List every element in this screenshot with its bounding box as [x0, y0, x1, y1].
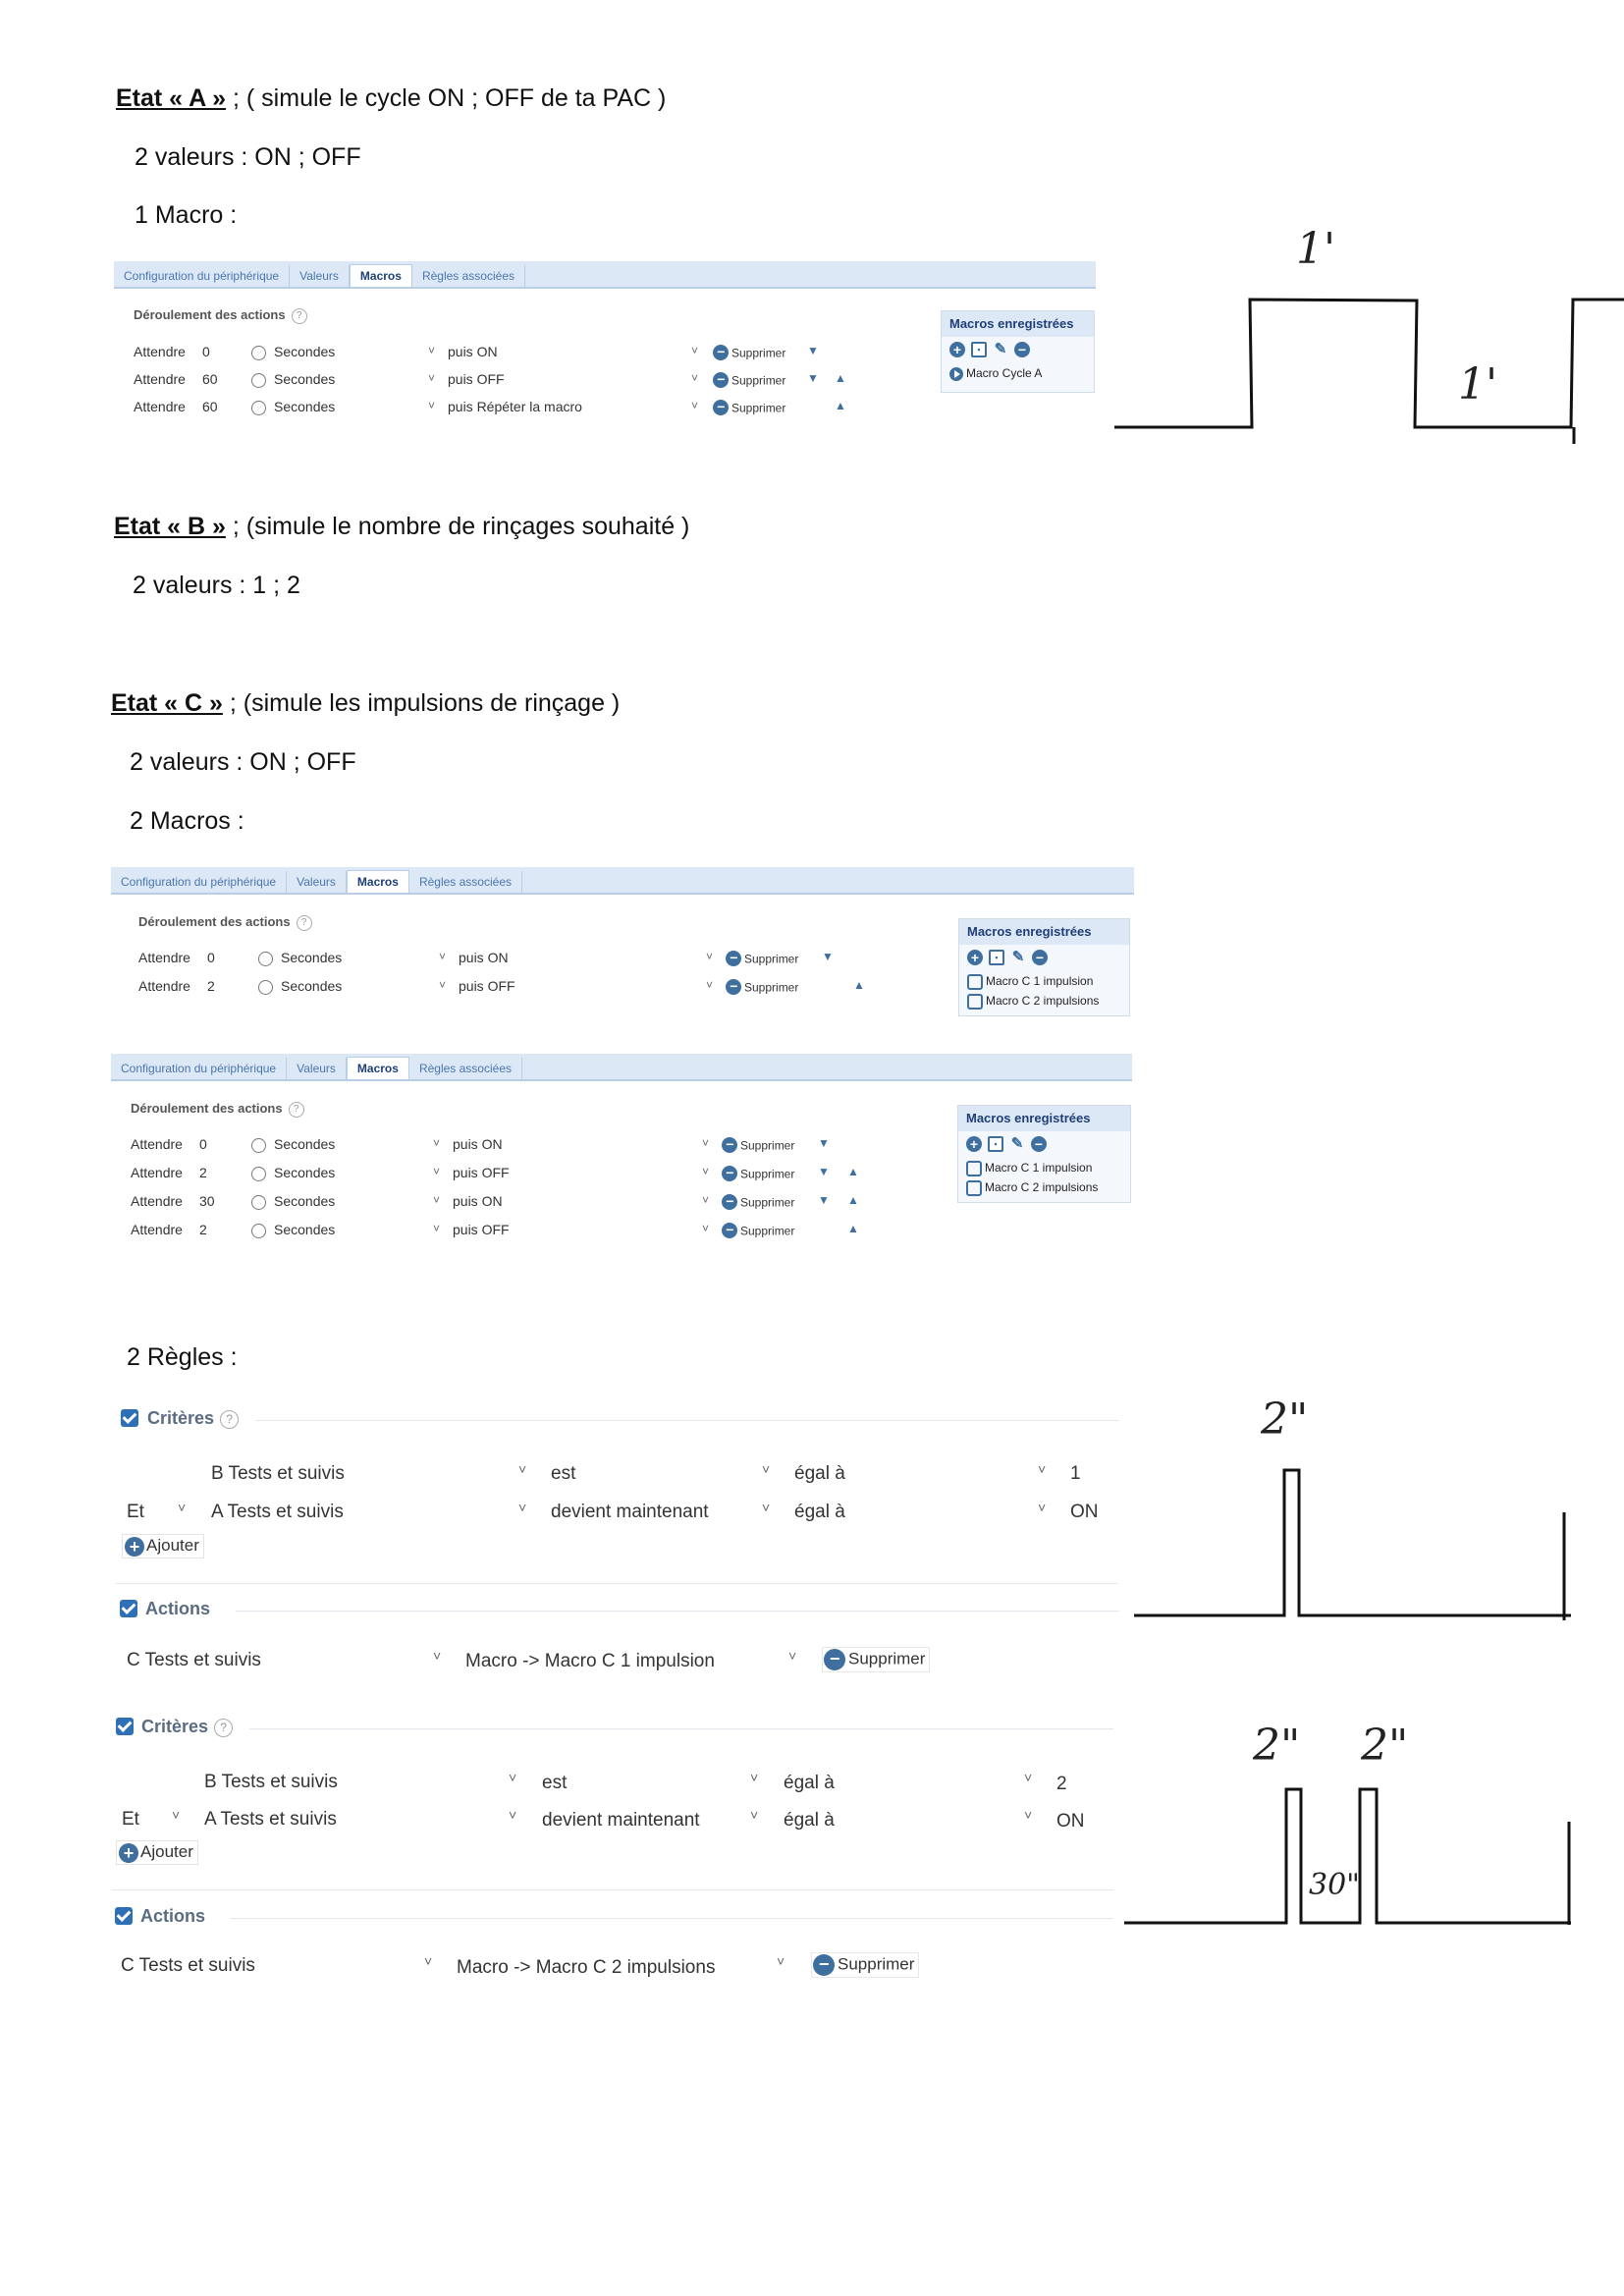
unit-radio[interactable] — [258, 978, 342, 995]
sketch-2-gap-duration: 30" — [1309, 1868, 1360, 1902]
saved-macro-item[interactable] — [959, 972, 1129, 992]
minus-icon: − — [726, 951, 741, 966]
criterion-comparison[interactable]: égal à — [784, 1810, 835, 1831]
minus-icon: − — [722, 1223, 737, 1238]
then-value[interactable]: puis ON — [459, 950, 509, 965]
unit-radio[interactable] — [251, 344, 335, 360]
unit-radio[interactable] — [251, 1165, 335, 1181]
help-icon[interactable]: ? — [292, 308, 307, 324]
unit-label: Secondes — [281, 950, 343, 965]
delete-label: Supprimer — [848, 1649, 926, 1668]
unit-label: Secondes — [281, 978, 343, 994]
add-icon[interactable]: + — [967, 950, 983, 965]
state-a-macro-count: 1 Macro : — [135, 201, 238, 229]
wait-label: Attendre — [134, 371, 186, 387]
pulse-sketch-1 — [1129, 1453, 1581, 1630]
wait-value[interactable]: 60 — [202, 399, 218, 414]
criterion-device[interactable]: B Tests et suivis — [204, 1772, 338, 1792]
radio-icon — [251, 1224, 266, 1238]
delete-button[interactable] — [726, 950, 798, 966]
minus-icon: − — [713, 345, 729, 360]
chevron-down-icon[interactable]: ˅ — [518, 1500, 527, 1515]
actions-flow-label: Déroulement des actions — [134, 307, 286, 322]
move-up-icon[interactable]: ▲ — [847, 1222, 859, 1235]
wait-label: Attendre — [131, 1193, 183, 1209]
macro-icon — [966, 1161, 982, 1176]
criterion-value[interactable]: ON — [1056, 1811, 1085, 1831]
delete-button[interactable] — [722, 1193, 794, 1210]
double-pulse-waveform — [1124, 1789, 1571, 1923]
actions-flow-heading — [138, 914, 312, 931]
state-a-label: Etat « A » — [116, 84, 227, 112]
saved-macros-toolbar — [958, 1131, 1130, 1159]
wait-value[interactable]: 0 — [202, 344, 210, 359]
add-icon[interactable]: + — [949, 342, 965, 357]
sketch-a-on-duration: 1' — [1296, 224, 1336, 274]
plus-icon: + — [125, 1537, 144, 1557]
saved-macro-label: Macro Cycle A — [966, 366, 1043, 380]
radio-icon — [251, 1167, 266, 1181]
criterion-operator[interactable]: est — [551, 1463, 576, 1484]
chevron-down-icon[interactable]: ˅ — [750, 1770, 759, 1785]
tab-device-config[interactable]: Configuration du périphérique — [114, 265, 290, 287]
chevron-down-icon[interactable]: ˅ — [706, 950, 714, 963]
criterion-operator[interactable]: devient maintenant — [542, 1810, 700, 1831]
criterion-device[interactable]: A Tests et suivis — [204, 1809, 337, 1830]
actions-heading: Actions — [140, 1906, 206, 1926]
saved-macro-label: Macro C 2 impulsions — [986, 994, 1100, 1009]
move-up-icon[interactable]: ▲ — [835, 399, 846, 412]
minus-icon: − — [722, 1194, 737, 1210]
saved-macros-panel — [958, 918, 1130, 1016]
help-icon[interactable]: ? — [297, 915, 312, 931]
saved-macro-item[interactable] — [958, 1159, 1130, 1178]
delete-label: Supprimer — [740, 1195, 795, 1210]
delete-action-button[interactable] — [811, 1952, 919, 1978]
chevron-down-icon[interactable]: ˅ — [428, 344, 436, 357]
chevron-down-icon[interactable]: ˅ — [777, 1953, 785, 1969]
wait-label: Attendre — [134, 399, 186, 414]
then-value[interactable]: puis ON — [453, 1136, 503, 1152]
chevron-down-icon[interactable]: ˅ — [691, 371, 699, 385]
tab-values[interactable]: Valeurs — [290, 265, 350, 287]
move-down-icon[interactable]: ▼ — [822, 950, 834, 963]
unit-radio[interactable] — [251, 1193, 335, 1210]
panel-tabs — [111, 867, 1134, 895]
delete-label: Supprimer — [740, 1138, 795, 1153]
state-c-values: 2 valeurs : ON ; OFF — [130, 748, 356, 776]
minus-icon: − — [824, 1649, 845, 1670]
state-c-macro-count: 2 Macros : — [130, 807, 244, 835]
chevron-down-icon[interactable]: ˅ — [509, 1770, 517, 1785]
divider — [249, 1728, 1113, 1729]
chevron-down-icon[interactable]: ˅ — [702, 1136, 710, 1150]
move-down-icon[interactable]: ▼ — [818, 1136, 830, 1150]
chevron-down-icon[interactable]: ˅ — [433, 1165, 441, 1178]
saved-macros-toolbar — [942, 337, 1094, 364]
state-a-values: 2 valeurs : ON ; OFF — [135, 143, 361, 171]
move-up-icon[interactable]: ▲ — [835, 371, 846, 385]
chevron-down-icon[interactable]: ˅ — [702, 1222, 710, 1235]
actions-checkbox[interactable] — [115, 1907, 133, 1925]
chevron-down-icon[interactable]: ˅ — [1024, 1770, 1033, 1785]
criterion-device[interactable]: B Tests et suivis — [211, 1463, 345, 1484]
move-down-icon[interactable]: ▼ — [818, 1193, 830, 1207]
saved-macros-panel — [957, 1105, 1131, 1203]
radio-icon — [251, 1138, 266, 1153]
move-up-icon[interactable]: ▲ — [853, 978, 865, 992]
criteria-heading — [141, 1717, 233, 1737]
chevron-down-icon[interactable]: ˅ — [788, 1648, 797, 1664]
criteria-checkbox[interactable] — [121, 1409, 138, 1427]
macro-icon — [967, 974, 983, 990]
then-value[interactable]: puis ON — [453, 1193, 503, 1209]
divider — [236, 1611, 1119, 1612]
then-value[interactable]: puis OFF — [453, 1165, 510, 1180]
chevron-down-icon[interactable]: ˅ — [702, 1193, 710, 1207]
criterion-value[interactable]: 1 — [1070, 1463, 1081, 1484]
then-value[interactable]: puis OFF — [453, 1222, 510, 1237]
cycle-waveform — [1114, 300, 1624, 427]
unit-radio[interactable] — [251, 1222, 335, 1238]
wait-value[interactable]: 2 — [199, 1222, 207, 1237]
chevron-down-icon[interactable]: ˅ — [433, 1222, 441, 1235]
delete-button[interactable] — [713, 399, 785, 415]
edit-icon[interactable]: ✎ — [1011, 948, 1025, 965]
minus-icon: − — [813, 1954, 835, 1976]
move-up-icon[interactable]: ▲ — [847, 1193, 859, 1207]
chevron-down-icon[interactable]: ˅ — [762, 1461, 771, 1477]
wait-value[interactable]: 0 — [199, 1136, 207, 1152]
actions-flow-label: Déroulement des actions — [131, 1101, 283, 1116]
move-up-icon[interactable]: ▲ — [847, 1165, 859, 1178]
criterion-comparison[interactable]: égal à — [794, 1463, 845, 1484]
delete-label: Supprimer — [731, 401, 786, 415]
delete-label: Supprimer — [744, 952, 799, 966]
delete-action-button[interactable] — [822, 1647, 930, 1672]
unit-radio[interactable] — [251, 371, 335, 388]
wait-label: Attendre — [138, 978, 190, 994]
criterion-join[interactable]: Et — [127, 1502, 144, 1522]
tab-associated-rules[interactable]: Règles associées — [409, 1058, 522, 1079]
action-macro[interactable]: Macro -> Macro C 2 impulsions — [457, 1957, 716, 1978]
divider — [255, 1420, 1119, 1421]
saved-macro-item[interactable] — [959, 992, 1129, 1011]
tab-associated-rules[interactable]: Règles associées — [409, 871, 522, 893]
save-icon[interactable]: ▪ — [988, 1136, 1003, 1152]
tab-values[interactable]: Valeurs — [287, 871, 347, 893]
plus-icon: + — [119, 1843, 138, 1863]
action-row — [114, 395, 1096, 420]
pulse-sketch-2 — [1119, 1768, 1581, 1944]
then-value[interactable]: puis Répéter la macro — [448, 399, 582, 414]
unit-radio[interactable] — [251, 399, 335, 415]
help-icon[interactable]: ? — [289, 1102, 304, 1118]
delete-button[interactable] — [713, 371, 785, 388]
unit-label: Secondes — [274, 1222, 336, 1237]
add-criterion-button[interactable] — [122, 1534, 204, 1558]
minus-icon: − — [713, 372, 729, 388]
delete-label: Supprimer — [731, 346, 786, 360]
then-value[interactable]: puis OFF — [448, 371, 505, 387]
saved-macros-title: Macros enregistrées — [942, 311, 1094, 337]
actions-flow-heading — [134, 307, 307, 324]
macro-panel-c1 — [111, 867, 1134, 1034]
chevron-down-icon[interactable]: ˅ — [762, 1500, 771, 1515]
minus-icon: − — [726, 979, 741, 995]
divider — [230, 1918, 1113, 1919]
saved-macro-item[interactable] — [942, 364, 1094, 383]
chevron-down-icon[interactable]: ˅ — [433, 1136, 441, 1150]
tab-associated-rules[interactable]: Règles associées — [412, 265, 525, 287]
unit-radio[interactable] — [258, 950, 342, 966]
add-label: Ajouter — [146, 1536, 199, 1555]
tab-device-config[interactable]: Configuration du périphérique — [111, 1058, 287, 1079]
wait-value[interactable]: 60 — [202, 371, 218, 387]
actions-flow-label: Déroulement des actions — [138, 914, 291, 929]
wait-value[interactable]: 0 — [207, 950, 215, 965]
add-criterion-button[interactable] — [116, 1840, 198, 1865]
add-icon[interactable]: + — [966, 1136, 982, 1152]
radio-icon — [251, 373, 266, 388]
delete-label: Supprimer — [744, 980, 799, 995]
delete-button[interactable] — [726, 978, 798, 995]
radio-icon — [258, 952, 273, 966]
saved-macros-panel — [941, 310, 1095, 393]
wait-label: Attendre — [138, 950, 190, 965]
divider — [112, 1889, 1113, 1890]
chevron-down-icon[interactable]: ˅ — [750, 1807, 759, 1823]
state-c-description: ; (simule les impulsions de rinçage ) — [222, 689, 621, 717]
minus-icon: − — [722, 1137, 737, 1153]
criterion-operator[interactable]: devient maintenant — [551, 1502, 709, 1522]
delete-button[interactable] — [722, 1136, 794, 1153]
state-b-values: 2 valeurs : 1 ; 2 — [133, 572, 300, 599]
wait-value[interactable]: 30 — [199, 1193, 215, 1209]
delete-label: Supprimer — [838, 1954, 915, 1974]
then-value[interactable]: puis ON — [448, 344, 498, 359]
unit-label: Secondes — [274, 1193, 336, 1209]
saved-macros-title: Macros enregistrées — [959, 919, 1129, 945]
unit-label: Secondes — [274, 371, 336, 387]
saved-macros-toolbar — [959, 945, 1129, 972]
criteria-label: Critères — [147, 1408, 215, 1428]
then-value[interactable]: puis OFF — [459, 978, 515, 994]
unit-label: Secondes — [274, 399, 336, 414]
move-down-icon[interactable]: ▼ — [807, 344, 819, 357]
help-icon[interactable]: ? — [220, 1410, 239, 1429]
panel-tabs — [114, 261, 1096, 289]
macro-panel-c2 — [111, 1054, 1132, 1255]
state-c-title — [111, 689, 620, 718]
single-pulse-waveform — [1134, 1470, 1571, 1615]
delete-label: Supprimer — [731, 373, 786, 388]
tab-macros[interactable]: Macros — [347, 870, 409, 893]
remove-icon[interactable]: − — [1032, 950, 1048, 965]
wait-label: Attendre — [131, 1136, 183, 1152]
actions-checkbox[interactable] — [120, 1600, 137, 1617]
sketch-2-first-pulse-duration: 2" — [1253, 1721, 1301, 1771]
radio-icon — [251, 346, 266, 360]
action-macro[interactable]: Macro -> Macro C 1 impulsion — [465, 1651, 715, 1671]
save-icon[interactable]: ▪ — [971, 342, 987, 357]
chevron-down-icon[interactable]: ˅ — [509, 1807, 517, 1823]
chevron-down-icon[interactable]: ˅ — [1024, 1807, 1033, 1823]
action-row — [111, 1218, 1132, 1243]
remove-icon[interactable]: − — [1031, 1136, 1047, 1152]
radio-icon — [251, 1195, 266, 1210]
saved-macro-item[interactable] — [958, 1178, 1130, 1198]
chevron-down-icon[interactable]: ˅ — [433, 1648, 442, 1664]
chevron-down-icon[interactable]: ˅ — [428, 371, 436, 385]
chevron-down-icon[interactable]: ˅ — [439, 950, 447, 963]
state-c-label: Etat « C » — [111, 689, 223, 717]
move-down-icon[interactable]: ▼ — [818, 1165, 830, 1178]
chevron-down-icon[interactable]: ˅ — [1038, 1461, 1047, 1477]
tab-macros[interactable]: Macros — [350, 264, 412, 287]
chevron-down-icon[interactable]: ˅ — [433, 1193, 441, 1207]
wait-label: Attendre — [131, 1222, 183, 1237]
panel-tabs — [111, 1054, 1132, 1081]
chevron-down-icon[interactable]: ˅ — [706, 978, 714, 992]
radio-icon — [251, 401, 266, 415]
saved-macros-title: Macros enregistrées — [958, 1106, 1130, 1131]
minus-icon: − — [713, 400, 729, 415]
chevron-down-icon[interactable]: ˅ — [702, 1165, 710, 1178]
chevron-down-icon[interactable]: ˅ — [439, 978, 447, 992]
wait-value[interactable]: 2 — [199, 1165, 207, 1180]
play-icon — [949, 367, 963, 381]
saved-macro-label: Macro C 1 impulsion — [986, 974, 1094, 989]
action-device[interactable]: C Tests et suivis — [121, 1955, 255, 1976]
wait-label: Attendre — [134, 344, 186, 359]
chevron-down-icon[interactable]: ˅ — [691, 399, 699, 412]
remove-icon[interactable]: − — [1014, 342, 1030, 357]
criterion-operator[interactable]: est — [542, 1773, 568, 1793]
actions-heading: Actions — [145, 1599, 211, 1618]
criterion-device[interactable]: A Tests et suivis — [211, 1502, 344, 1522]
divider — [116, 1583, 1117, 1584]
state-b-title — [114, 513, 689, 541]
delete-button[interactable] — [722, 1165, 794, 1181]
add-label: Ajouter — [140, 1842, 193, 1861]
delete-button[interactable] — [722, 1222, 794, 1238]
criteria-checkbox[interactable] — [116, 1718, 134, 1735]
unit-label: Secondes — [274, 1136, 336, 1152]
chevron-down-icon[interactable]: ˅ — [518, 1461, 527, 1477]
criterion-comparison[interactable]: égal à — [784, 1773, 835, 1793]
state-a-description: ; ( simule le cycle ON ; OFF de ta PAC ) — [226, 84, 667, 112]
cycle-sketch-a — [1110, 226, 1624, 452]
state-a-title — [116, 84, 666, 113]
delete-button[interactable] — [713, 344, 785, 360]
tab-values[interactable]: Valeurs — [287, 1058, 347, 1079]
sketch-1-pulse-duration: 2" — [1261, 1394, 1309, 1445]
chevron-down-icon[interactable]: ˅ — [178, 1500, 187, 1515]
delete-label: Supprimer — [740, 1167, 795, 1181]
unit-radio[interactable] — [251, 1136, 335, 1153]
chevron-down-icon[interactable]: ˅ — [172, 1807, 181, 1823]
saved-macro-label: Macro C 1 impulsion — [985, 1161, 1093, 1175]
tab-device-config[interactable]: Configuration du périphérique — [111, 871, 287, 893]
state-b-label: Etat « B » — [114, 513, 226, 540]
save-icon[interactable]: ▪ — [989, 950, 1004, 965]
action-device[interactable]: C Tests et suivis — [127, 1650, 261, 1670]
unit-label: Secondes — [274, 1165, 336, 1180]
unit-label: Secondes — [274, 344, 336, 359]
criteria-heading — [147, 1408, 239, 1429]
macro-icon — [967, 994, 983, 1010]
saved-macro-label: Macro C 2 impulsions — [985, 1180, 1099, 1195]
tab-macros[interactable]: Macros — [347, 1057, 409, 1079]
minus-icon: − — [722, 1166, 737, 1181]
macro-icon — [966, 1180, 982, 1196]
chevron-down-icon[interactable]: ˅ — [424, 1953, 433, 1969]
wait-value[interactable]: 2 — [207, 978, 215, 994]
chevron-down-icon[interactable]: ˅ — [691, 344, 699, 357]
criterion-join[interactable]: Et — [122, 1809, 139, 1830]
edit-icon[interactable]: ✎ — [1010, 1134, 1024, 1152]
chevron-down-icon[interactable]: ˅ — [1038, 1500, 1047, 1515]
criterion-value[interactable]: 2 — [1056, 1774, 1067, 1794]
wait-label: Attendre — [131, 1165, 183, 1180]
edit-icon[interactable]: ✎ — [994, 340, 1007, 357]
actions-flow-heading — [131, 1101, 304, 1118]
help-icon[interactable]: ? — [214, 1719, 233, 1737]
radio-icon — [258, 980, 273, 995]
sketch-a-off-duration: 1' — [1458, 359, 1498, 410]
chevron-down-icon[interactable]: ˅ — [428, 399, 436, 412]
delete-label: Supprimer — [740, 1224, 795, 1238]
criterion-value[interactable]: ON — [1070, 1502, 1099, 1522]
move-down-icon[interactable]: ▼ — [807, 371, 819, 385]
sketch-2-second-pulse-duration: 2" — [1361, 1721, 1409, 1771]
rules-heading: 2 Règles : — [127, 1343, 238, 1371]
criteria-label: Critères — [141, 1717, 209, 1736]
state-b-description: ; (simule le nombre de rinçages souhaité ) — [225, 513, 690, 540]
criterion-comparison[interactable]: égal à — [794, 1502, 845, 1522]
macro-panel-a — [114, 261, 1096, 423]
